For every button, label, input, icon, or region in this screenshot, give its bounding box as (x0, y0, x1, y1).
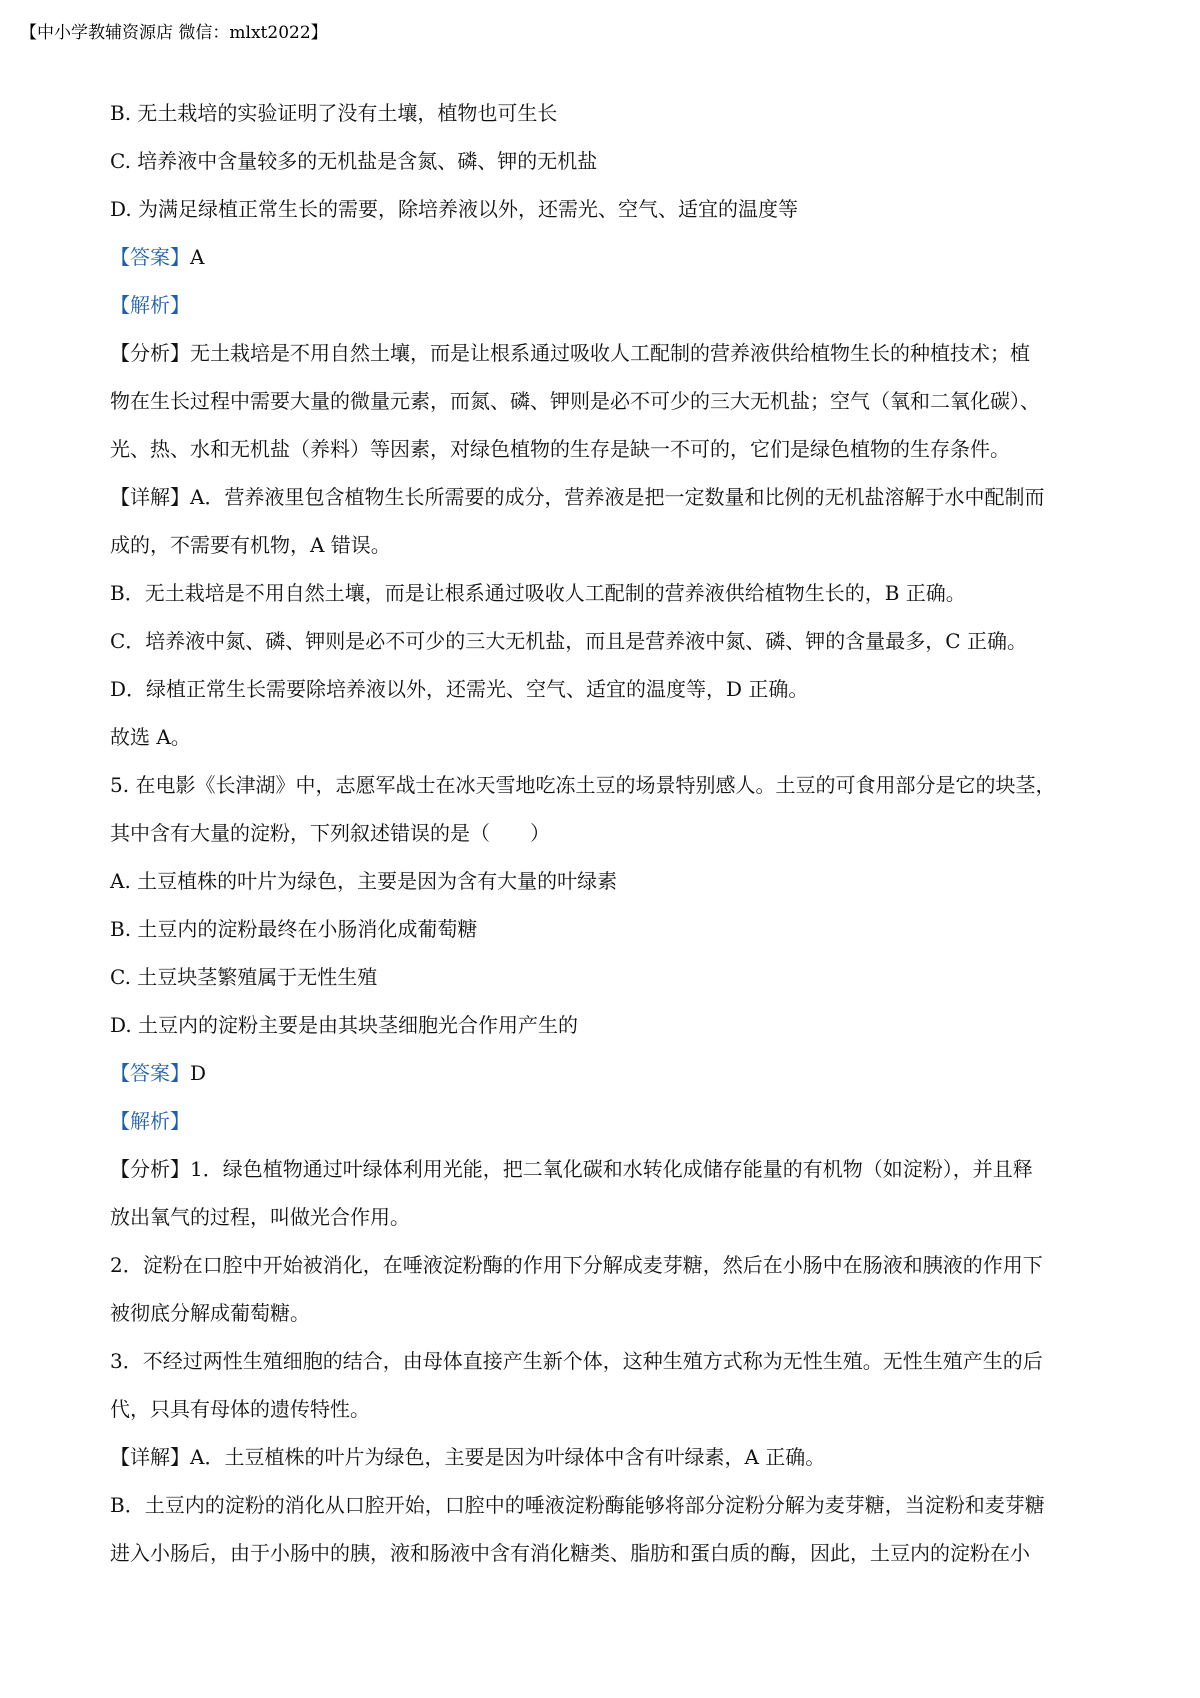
text-line (110, 578, 1110, 608)
text-line (110, 1394, 1110, 1424)
paragraph (110, 1442, 1110, 1472)
paragraph (110, 866, 1110, 896)
line-text: 故选 A。 (110, 725, 191, 749)
paragraph (110, 914, 1110, 944)
section-label (110, 1106, 1110, 1136)
paragraph (110, 482, 1110, 560)
paragraph (110, 98, 1110, 128)
text-line (110, 626, 1110, 656)
line-text: 被彻底分解成葡萄糖。 (110, 1301, 310, 1325)
text-line (110, 770, 1110, 800)
line-text: 物在生长过程中需要大量的微量元素，而氮、磷、钾则是必不可少的三大无机盐；空气（氧和二氧化碳）、 (110, 389, 1040, 413)
line-text: D. 土豆内的淀粉主要是由其块茎细胞光合作用产生的 (110, 1013, 579, 1037)
text-line (110, 866, 1110, 896)
text-line (110, 530, 1110, 560)
paragraph (110, 1154, 1110, 1232)
line-text: B. 土豆内的淀粉最终在小肠消化成葡萄糖 (110, 917, 478, 941)
line-text: 放出氧气的过程，叫做光合作用。 (110, 1205, 410, 1229)
line-text: A. 土豆植株的叶片为绿色，主要是因为含有大量的叶绿素 (110, 869, 618, 893)
section-tag: 【解析】 (110, 293, 190, 317)
section-tag: 【解析】 (110, 1109, 190, 1133)
line-text: 【详解】A．营养液里包含植物生长所需要的成分，营养液是把一定数量和比例的无机盐溶解于水中配制而 (110, 485, 1045, 509)
text-line (110, 1442, 1110, 1472)
text-line (110, 1346, 1110, 1376)
paragraph (110, 146, 1110, 176)
text-line (110, 1538, 1110, 1568)
paragraph (110, 1250, 1110, 1328)
text-line (110, 1298, 1110, 1328)
line-text: B．无土栽培是不用自然土壤，而是让根系通过吸收人工配制的营养液供给植物生长的，B 正确。 (110, 581, 966, 605)
paragraph (110, 338, 1110, 464)
line-text: 进入小肠后，由于小肠中的胰，液和肠液中含有消化糖类、脂肪和蛋白质的酶，因此，土豆内的淀粉在小 (110, 1541, 1030, 1565)
text-line (110, 146, 1110, 176)
line-text: A (190, 245, 205, 269)
text-line (110, 1250, 1110, 1280)
text-line (110, 98, 1110, 128)
line-text: 2．淀粉在口腔中开始被消化，在唾液淀粉酶的作用下分解成麦芽糖，然后在小肠中在肠液和胰液的作用下 (110, 1253, 1043, 1277)
section-label (110, 290, 1110, 320)
line-text: 光、热、水和无机盐（养料）等因素，对绿色植物的生存是缺一不可的，它们是绿色植物的生存条件。 (110, 437, 1010, 461)
text-line (110, 914, 1110, 944)
line-text: 【分析】无土栽培是不用自然土壤，而是让根系通过吸收人工配制的营养液供给植物生长的种植技术；植 (110, 341, 1030, 365)
line-text: 【详解】A．土豆植株的叶片为绿色，主要是因为叶绿体中含有叶绿素，A 正确。 (110, 1445, 826, 1469)
paragraph (110, 674, 1110, 704)
line-text: D (190, 1061, 207, 1085)
text-line (110, 1202, 1110, 1232)
line-text: C．培养液中氮、磷、钾则是必不可少的三大无机盐，而且是营养液中氮、磷、钾的含量最多，C 正确。 (110, 629, 1027, 653)
line-text: B. 无土栽培的实验证明了没有土壤，植物也可生长 (110, 101, 558, 125)
text-line (110, 338, 1110, 368)
text-line (110, 1154, 1110, 1184)
text-line (110, 1106, 1110, 1136)
paragraph (110, 722, 1110, 752)
text-line (110, 818, 1110, 848)
text-line (110, 674, 1110, 704)
line-text: 3．不经过两性生殖细胞的结合，由母体直接产生新个体，这种生殖方式称为无性生殖。无性生殖产生的后 (110, 1349, 1043, 1373)
watermark-header: 【中小学教辅资源店 微信：mlxt2022】 (20, 23, 328, 43)
text-line (110, 434, 1110, 464)
section-tag: 【答案】 (110, 1061, 190, 1085)
paragraph (110, 626, 1110, 656)
text-line (110, 722, 1110, 752)
paragraph (110, 770, 1110, 848)
line-text: 代，只具有母体的遗传特性。 (110, 1397, 370, 1421)
text-line (110, 290, 1110, 320)
line-text: D. 为满足绿植正常生长的需要，除培养液以外，还需光、空气、适宜的温度等 (110, 197, 799, 221)
text-line (110, 482, 1110, 512)
text-line (110, 386, 1110, 416)
section-label (110, 242, 1110, 272)
section-tag: 【答案】 (110, 245, 190, 269)
line-text: D．绿植正常生长需要除培养液以外，还需光、空气、适宜的温度等，D 正确。 (110, 677, 809, 701)
text-line (110, 194, 1110, 224)
paragraph (110, 194, 1110, 224)
line-text: C. 培养液中含量较多的无机盐是含氮、磷、钾的无机盐 (110, 149, 598, 173)
paragraph (110, 1346, 1110, 1424)
line-text: 成的，不需要有机物，A 错误。 (110, 533, 391, 557)
document-body (110, 98, 1110, 1586)
section-label (110, 1058, 1110, 1088)
paragraph (110, 1010, 1110, 1040)
text-line (110, 1058, 1110, 1088)
line-text: 其中含有大量的淀粉，下列叙述错误的是（ ） (110, 821, 550, 845)
line-text: B．土豆内的淀粉的消化从口腔开始，口腔中的唾液淀粉酶能够将部分淀粉分解为麦芽糖，当淀粉和麦芽糖 (110, 1493, 1045, 1517)
line-text: 【分析】1．绿色植物通过叶绿体利用光能，把二氧化碳和水转化成储存能量的有机物（如淀粉），并且释 (110, 1157, 1033, 1181)
paragraph (110, 578, 1110, 608)
text-line (110, 1010, 1110, 1040)
text-line (110, 962, 1110, 992)
line-text: C. 土豆块茎繁殖属于无性生殖 (110, 965, 378, 989)
text-line (110, 242, 1110, 272)
text-line (110, 1490, 1110, 1520)
line-text: 5. 在电影《长津湖》中，志愿军战士在冰天雪地吃冻土豆的场景特别感人。土豆的可食用部分是它的块茎， (110, 773, 1056, 797)
paragraph (110, 962, 1110, 992)
paragraph (110, 1490, 1110, 1568)
